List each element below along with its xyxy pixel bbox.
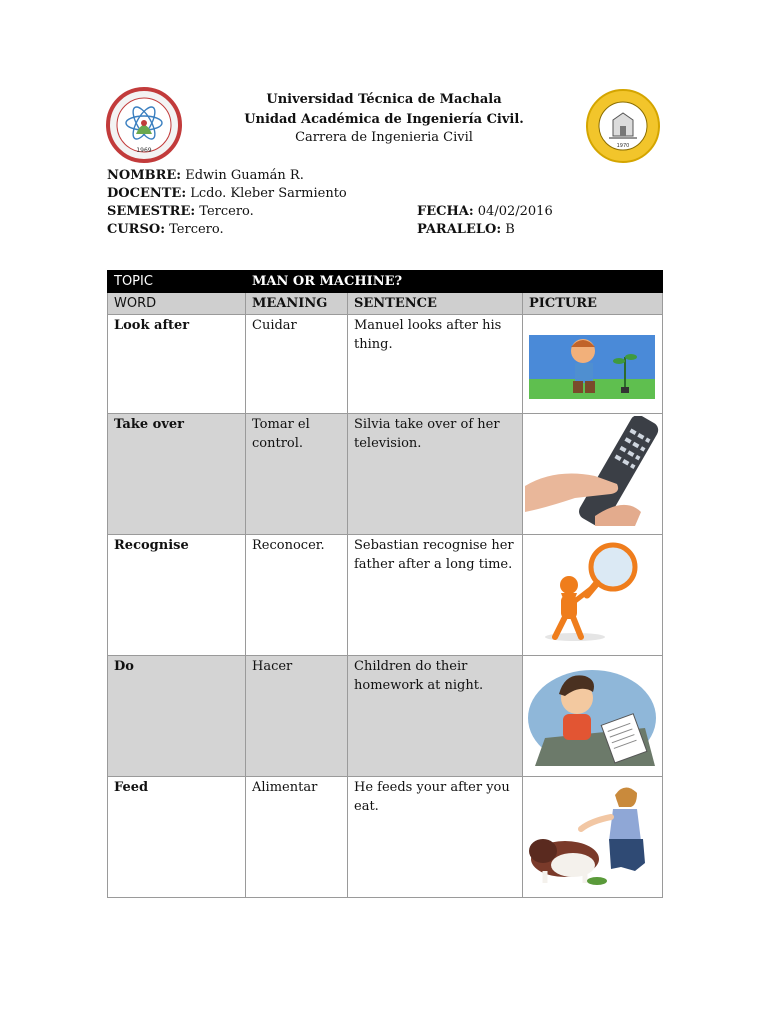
university-name: Universidad Técnica de Machala — [266, 92, 502, 107]
svg-text:1970: 1970 — [616, 143, 630, 149]
semester: SEMESTRE: Tercero. — [107, 204, 254, 219]
col-header-word: WORD — [108, 293, 246, 315]
boy-homework-image — [525, 658, 659, 768]
table-row — [108, 777, 663, 898]
table-row — [108, 535, 663, 656]
word-cell: Do — [108, 656, 246, 777]
sentence-cell: Children do their homework at night. — [348, 656, 523, 777]
vocabulary-table — [107, 270, 663, 898]
topic-label: TOPIC — [108, 271, 246, 293]
sentence-cell: Manuel looks after his thing. — [348, 315, 523, 414]
teacher-name: DOCENTE: Lcdo. Kleber Sarmiento — [107, 186, 347, 201]
col-header-sentence: SENTENCE — [348, 293, 523, 315]
remote-control-image — [525, 416, 659, 526]
sentence-cell: He feeds your after you eat. — [348, 777, 523, 898]
svg-text:1969: 1969 — [136, 147, 152, 154]
picture-cell — [523, 656, 663, 777]
boy-gardening-image — [525, 317, 659, 405]
magnifier-figure-image — [525, 537, 659, 647]
table-row — [108, 315, 663, 414]
parallel: PARALELO: B — [417, 222, 515, 237]
word-cell: Take over — [108, 414, 246, 535]
col-header-meaning: MEANING — [246, 293, 348, 315]
woman-feeding-dog-image — [525, 779, 659, 889]
academic-unit: Unidad Académica de Ingeniería Civil. — [244, 112, 524, 127]
meaning-cell: Cuidar — [246, 315, 348, 414]
student-name: NOMBRE: Edwin Guamán R. — [107, 168, 304, 183]
sentence-cell: Sebastian recognise her father after a long time. — [348, 535, 523, 656]
word-cell: Feed — [108, 777, 246, 898]
header-row — [108, 293, 663, 315]
faculty-logo — [585, 88, 661, 164]
university-logo — [106, 86, 182, 164]
career-name: Carrera de Ingenieria Civil — [295, 130, 473, 145]
course: CURSO: Tercero. — [107, 222, 224, 237]
meaning-cell: Alimentar — [246, 777, 348, 898]
table-row — [108, 414, 663, 535]
sentence-cell: Silvia take over of her television. — [348, 414, 523, 535]
meaning-cell: Tomar el control. — [246, 414, 348, 535]
date: FECHA: 04/02/2016 — [417, 204, 553, 219]
meaning-cell: Hacer — [246, 656, 348, 777]
picture-cell — [523, 315, 663, 414]
word-cell: Recognise — [108, 535, 246, 656]
picture-cell — [523, 777, 663, 898]
meaning-cell: Reconocer. — [246, 535, 348, 656]
word-cell: Look after — [108, 315, 246, 414]
table-row — [108, 656, 663, 777]
topic-row — [108, 271, 663, 293]
picture-cell — [523, 414, 663, 535]
picture-cell — [523, 535, 663, 656]
topic-value: MAN OR MACHINE? — [246, 271, 663, 293]
col-header-picture: PICTURE — [523, 293, 663, 315]
